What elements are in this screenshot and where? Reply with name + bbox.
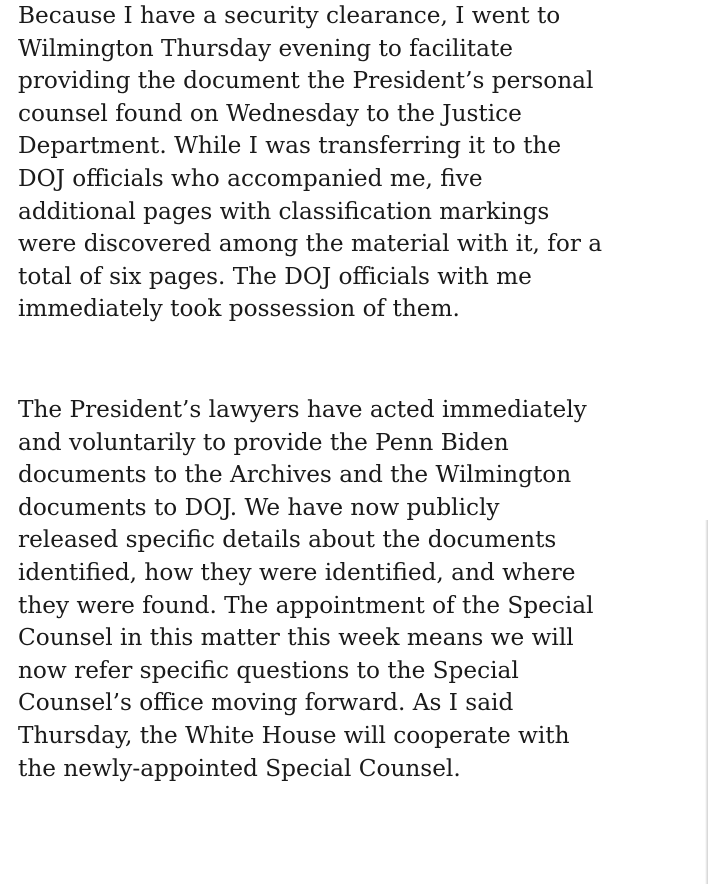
text-line: were discovered among the material with it, for a <box>18 230 603 258</box>
text-line: DOJ officials who accompanied me, five <box>18 164 483 192</box>
text-line: the newly-appointed Special Counsel. <box>18 754 461 782</box>
text-line: counsel found on Wednesday to the Justice <box>18 99 522 127</box>
text-line: they were found. The appointment of the Special <box>18 591 594 619</box>
text-line: and voluntarily to provide the Penn Biden <box>18 428 509 456</box>
text-line: Counsel’s office moving forward. As I said <box>18 689 514 717</box>
text-line: released specific details about the documents <box>18 526 557 554</box>
text-line: Counsel in this matter this week means we will <box>18 624 574 652</box>
text-line: Department. While I was transferring it to the <box>18 132 562 160</box>
text-line: total of six pages. The DOJ officials with me <box>18 262 532 290</box>
text-line: documents to the Archives and the Wilmington <box>18 461 572 489</box>
text-line: The President’s lawyers have acted immediately <box>18 396 587 423</box>
text-line: documents to DOJ. We have now publicly <box>18 493 500 521</box>
paragraph-1 <box>18 0 690 326</box>
text-line: Because I have a security clearance, I went to <box>18 2 561 29</box>
text-line: now refer specific questions to the Special <box>18 656 519 684</box>
text-line: providing the document the President’s personal <box>18 67 594 95</box>
text-line: additional pages with classification markings <box>18 197 550 225</box>
text-line: Wilmington Thursday evening to facilitate <box>18 34 513 62</box>
text-line: identified, how they were identified, and where <box>18 558 576 586</box>
paragraph-2 <box>18 394 690 785</box>
text-line: immediately took possession of them. <box>18 295 460 323</box>
text-line: Thursday, the White House will cooperate with <box>18 721 570 749</box>
